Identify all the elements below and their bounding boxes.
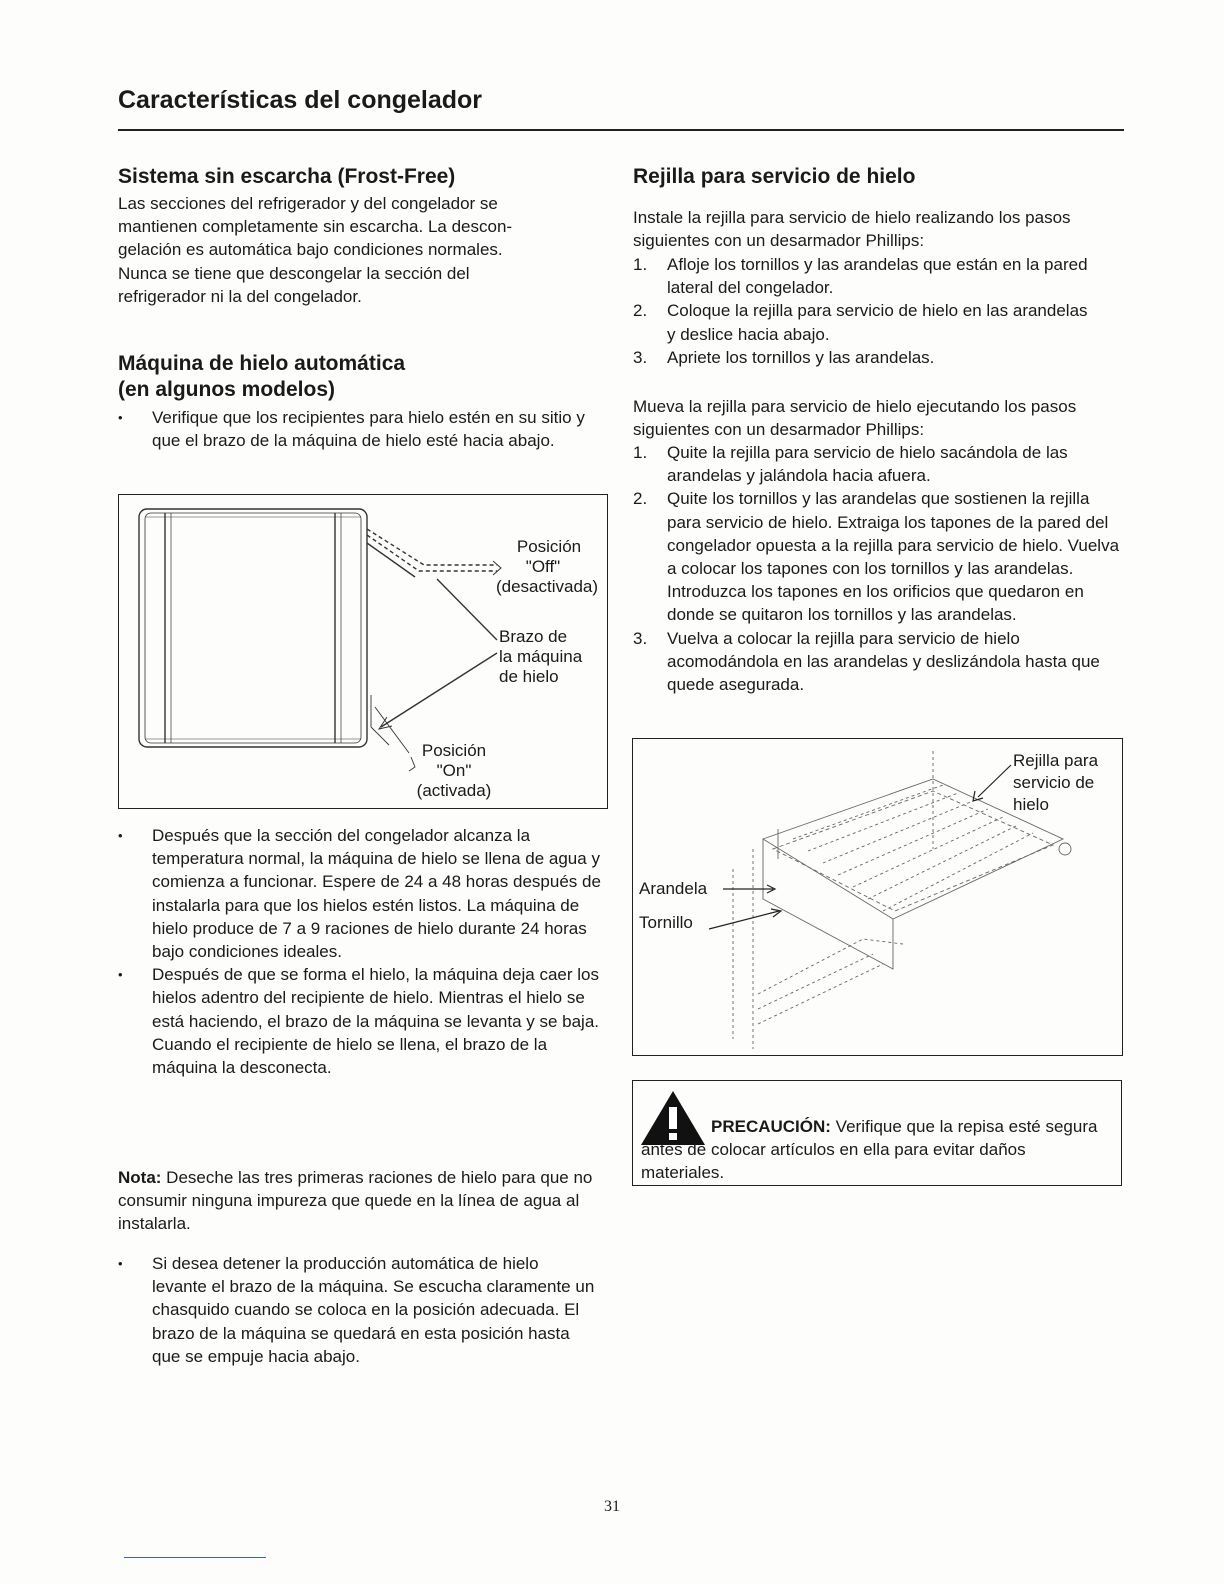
step-text: Quite la rejilla para servicio de hielo sacándola de las arandelas y jalándola hacia afuera. — [667, 443, 1068, 486]
note-text: Deseche las tres primeras raciones de hielo para que no consumir ninguna impureza que quede en la línea de agua al instalarla. — [118, 1168, 593, 1234]
install-step — [633, 253, 1093, 299]
off-position-label-3: (desactivada) — [495, 577, 599, 596]
ice-maker-heading-1: Máquina de hielo automática — [118, 352, 406, 375]
step-number: 3. — [633, 347, 648, 367]
page-number: 31 — [604, 1498, 620, 1515]
step-number: 1. — [633, 255, 648, 274]
ice-maker-bullets-middle — [118, 824, 604, 1079]
ice-rack-heading: Rejilla para servicio de hielo — [633, 165, 916, 188]
rack-label-3: hielo — [1013, 795, 1049, 814]
ice-rack-figure — [632, 738, 1123, 1056]
install-step — [633, 346, 1093, 369]
install-step — [633, 299, 1093, 345]
arm-label-2: la máquina — [499, 647, 583, 666]
on-position-label-2: "On" — [436, 761, 472, 780]
arm-label-1: Brazo de — [499, 627, 568, 646]
ice-maker-bullets-top — [118, 406, 596, 452]
step-number: 3. — [633, 628, 648, 648]
frost-free-line: gelación es automática bajo condiciones normales. — [118, 240, 503, 260]
install-intro: Instale la rejilla para servicio de hielo realizando los pasos siguientes con un desarmador Phillips: — [633, 208, 1071, 251]
move-step — [633, 487, 1125, 626]
on-position-label-3: (activada) — [416, 781, 492, 800]
install-steps — [633, 253, 1093, 369]
move-intro: Mueva la rejilla para servicio de hielo ejecutando los pasos siguientes con un desarmador Phillips: — [633, 397, 1077, 440]
off-position-label-2: "Off" — [525, 557, 561, 576]
step-text: Coloque la rejilla para servicio de hielo en las arandelas y deslice hacia abajo. — [667, 301, 1088, 344]
note-label: Nota: — [118, 1168, 162, 1187]
ice-maker-note — [118, 1166, 602, 1236]
rack-label-1: Rejilla para — [1013, 751, 1099, 770]
frost-free-line: mantienen completamente sin escarcha. La descon- — [118, 217, 513, 237]
move-step — [633, 441, 1125, 487]
step-text: Quite los tornillos y las arandelas que sostienen la rejilla para servicio de hielo. Extraiga los tapones de la pared del congelador opuesta a la rejilla para servicio de hielo. Vuelva a colocar los tapones con los tornillos y las arandelas. Introduzca los tapones en los orificios que quedaron en donde se quitaron los tornillos y las arandelas. — [667, 489, 1120, 625]
step-text: Afloje los tornillos y las arandelas que están en la pared lateral del congelador. — [667, 255, 1088, 298]
frost-free-heading: Sistema sin escarcha (Frost-Free) — [118, 165, 456, 188]
step-text: Apriete los tornillos y las arandelas. — [667, 347, 935, 367]
step-number: 2. — [633, 489, 648, 509]
bullet-item: • Verifique que los recipientes para hielo estén en su sitio y que el brazo de la máquina de hielo esté hacia abajo. — [118, 406, 596, 452]
bullet-item: • Después de que se forma el hielo, la máquina deja caer los hielos adentro del recipiente de hielo. Mientras el hielo se está haciendo, el brazo de la máquina se levanta y se baja. Cuando el recipiente de hielo se llena, el brazo de la máquina la desconecta. — [118, 963, 604, 1079]
caution-box — [632, 1080, 1122, 1186]
frost-free-line: refrigerador ni la del congelador. — [118, 286, 362, 306]
frost-free-line: Nunca se tiene que descongelar la sección del — [118, 263, 470, 283]
caution-body: Verifique que la repisa esté segura antes de colocar artículos en ella para evitar daños materiales. — [641, 1117, 1098, 1182]
bullet-item: • Si desea detener la producción automática de hielo levante el brazo de la máquina. Se escucha claramente un chasquido cuando se coloca en la posición adecuada. El brazo de la máquina se quedará en esta posición hasta que se empuje hacia abajo. — [118, 1252, 598, 1368]
ice-maker-figure — [118, 494, 608, 809]
step-text: Vuelva a colocar la rejilla para servicio de hielo acomodándola en las arandelas y deslizándola hasta que quede asegurada. — [667, 628, 1100, 695]
title-divider — [118, 129, 1124, 131]
page-title: Características del congelador — [118, 86, 483, 114]
ice-maker-bullets-bottom — [118, 1252, 598, 1368]
caution-text — [641, 1115, 1111, 1184]
caution-label: PRECAUCIÓN: — [711, 1117, 831, 1136]
off-position-label-1: Posición — [516, 537, 582, 556]
move-step — [633, 627, 1125, 697]
frost-free-line: Las secciones del refrigerador y del congelador se — [118, 194, 498, 213]
arm-label-3: de hielo — [499, 667, 559, 686]
move-steps — [633, 441, 1125, 696]
step-number: 2. — [633, 301, 648, 321]
screw-label: Tornillo — [639, 913, 693, 932]
rack-label-2: servicio de — [1013, 773, 1095, 792]
footer-rule — [124, 1557, 266, 1558]
on-position-label-1: Posición — [421, 741, 487, 760]
step-number: 1. — [633, 443, 648, 462]
bullet-item: • Después que la sección del congelador alcanza la temperatura normal, la máquina de hielo se llena de agua y comienza a funcionar. Espere de 24 a 48 horas después de instalarla para que los hielos estén listos. La máquina de hielo produce de 7 a 9 raciones de hielo durante 24 horas bajo condiciones ideales. — [118, 824, 604, 963]
washer-label: Arandela — [639, 879, 708, 898]
ice-maker-heading-2: (en algunos modelos) — [118, 378, 336, 401]
frost-free-paragraph — [118, 192, 598, 308]
